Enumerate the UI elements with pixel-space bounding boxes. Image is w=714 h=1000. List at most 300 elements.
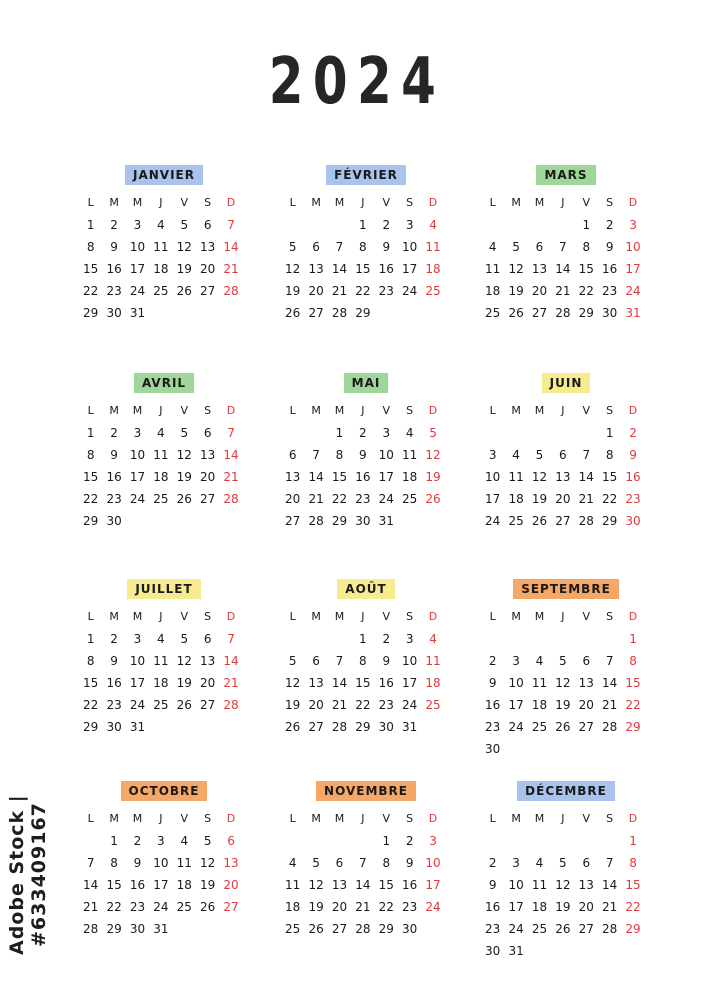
day-number: 9 [110,448,118,462]
week-row [281,628,451,650]
day-number: 15 [602,470,618,484]
day-number: 12 [285,676,301,690]
weekday-label: L [289,610,296,623]
month-block [79,164,249,324]
day-number: 7 [335,654,344,668]
day-number: 26 [200,900,216,914]
day-number: 13 [331,878,348,892]
weekday-label: L [289,812,296,825]
day-number: 13 [555,470,571,484]
weekday-label: D [226,812,236,825]
day-number: 30 [602,306,618,320]
weekday-row [281,606,451,628]
day-number: 17 [129,676,146,690]
day-number: 20 [200,470,216,484]
day-number: 24 [402,698,418,712]
day-number: 12 [176,448,192,462]
month-block [481,780,651,962]
day-number: 3 [512,654,520,668]
day-number: 23 [378,698,394,712]
month-name: NOVEMBRE [316,781,416,801]
day-number: 19 [285,284,301,298]
day-number: 11 [425,654,441,668]
day-number: 14 [602,878,618,892]
weekday-label: D [226,196,236,209]
day-number: 19 [531,492,548,506]
day-number: 25 [402,492,418,506]
week-row [481,214,651,236]
day-number: 12 [176,240,192,254]
day-number: 4 [512,448,520,462]
day-number: 22 [378,900,394,914]
day-number: 13 [531,262,548,276]
day-number: 3 [405,632,414,646]
day-number: 13 [200,654,216,668]
day-number: 3 [512,856,520,870]
month-header [481,780,651,800]
weekday-label: J [159,812,163,825]
day-number: 25 [425,284,441,298]
week-row [481,694,651,716]
weekday-label: M [511,812,521,825]
day-number: 20 [555,492,571,506]
day-number: 15 [355,676,371,690]
day-number: 16 [485,900,501,914]
day-number: 1 [359,218,367,232]
day-number: 11 [508,470,524,484]
day-number: 30 [106,720,122,734]
weekday-label: V [382,610,391,623]
day-number: 22 [355,284,371,298]
day-number: 20 [308,698,324,712]
day-number: 11 [153,654,169,668]
day-number: 15 [83,262,99,276]
day-number: 1 [110,834,118,848]
day-number: 8 [382,856,391,870]
day-number: 4 [535,654,544,668]
day-number: 31 [153,922,169,936]
week-row [79,672,249,694]
day-number: 12 [555,676,571,690]
week-row [481,918,651,940]
day-number: 27 [578,720,594,734]
week-row [79,896,249,918]
week-row [481,716,651,738]
day-number: 25 [485,306,501,320]
day-number: 4 [405,426,414,440]
week-row [79,650,249,672]
day-number: 29 [331,514,348,528]
day-number: 26 [555,720,571,734]
day-number: 8 [629,654,637,668]
day-number: 28 [308,514,324,528]
day-number: 7 [312,448,320,462]
weekday-label: L [489,196,496,209]
day-number: 6 [312,240,320,254]
week-row [281,302,451,324]
day-number: 30 [129,922,146,936]
day-number: 31 [508,944,524,958]
day-number: 2 [488,856,497,870]
weekday-label: D [628,196,638,209]
day-number: 25 [508,514,524,528]
day-number: 26 [531,514,548,528]
day-number: 19 [555,698,571,712]
day-number: 25 [425,698,441,712]
weekday-row [79,808,249,830]
day-number: 10 [402,240,418,254]
day-number: 12 [308,878,324,892]
weekday-label: M [109,404,119,417]
month-header [281,578,451,598]
day-number: 5 [288,654,297,668]
weekday-row [481,400,651,422]
day-number: 1 [605,426,614,440]
day-number: 1 [582,218,591,232]
weekday-label: V [382,812,391,825]
weekday-row [79,400,249,422]
weekday-label: M [311,404,321,417]
day-number: 9 [629,448,637,462]
week-row [281,488,451,510]
day-number: 5 [288,240,297,254]
day-number: 2 [382,632,391,646]
day-number: 20 [531,284,548,298]
week-row [481,280,651,302]
day-number: 17 [129,262,146,276]
weekday-label: D [428,610,438,623]
day-number: 2 [110,218,118,232]
day-number: 8 [359,240,367,254]
day-number: 5 [559,856,567,870]
weekday-label: M [311,812,321,825]
day-number: 7 [335,240,344,254]
day-number: 24 [378,492,394,506]
day-number: 23 [485,922,501,936]
day-number: 29 [83,514,99,528]
week-row [79,422,249,444]
week-row [481,650,651,672]
day-number: 15 [83,470,99,484]
weekday-row [481,808,651,830]
month-block [281,372,451,532]
day-number: 24 [402,284,418,298]
month-block [79,780,249,940]
day-number: 26 [176,698,192,712]
day-number: 8 [335,448,344,462]
weekday-label: V [382,404,391,417]
day-number: 4 [157,426,165,440]
day-number: 23 [106,284,122,298]
day-number: 9 [605,240,614,254]
day-number: 13 [200,240,216,254]
day-number: 18 [425,262,441,276]
day-number: 19 [200,878,216,892]
weekday-label: M [511,610,521,623]
day-number: 9 [488,878,497,892]
week-row [281,874,451,896]
day-number: 10 [425,856,441,870]
weekday-label: M [109,610,119,623]
day-number: 24 [129,492,146,506]
day-number: 9 [359,448,367,462]
week-row [79,258,249,280]
day-number: 26 [176,492,192,506]
day-number: 24 [625,284,641,298]
weekday-label: M [534,610,545,623]
day-number: 28 [602,922,618,936]
day-number: 28 [355,922,371,936]
day-number: 11 [425,240,441,254]
weekday-label: M [334,610,345,623]
week-row [79,830,249,852]
day-number: 29 [83,720,99,734]
day-number: 11 [285,878,301,892]
weekday-row [281,192,451,214]
day-number: 20 [578,698,594,712]
week-row [481,940,651,962]
week-row [79,214,249,236]
day-number: 6 [203,632,212,646]
day-number: 29 [355,720,371,734]
month-name: MAI [344,373,389,393]
day-number: 4 [488,240,497,254]
day-number: 23 [602,284,618,298]
day-number: 18 [402,470,418,484]
weekday-label: V [180,196,189,209]
day-number: 10 [129,448,146,462]
weekday-row [281,400,451,422]
day-number: 13 [578,676,594,690]
weekday-label: J [361,812,365,825]
day-number: 7 [227,426,235,440]
week-row [79,302,249,324]
weekday-label: D [628,404,638,417]
day-number: 16 [106,676,122,690]
day-number: 10 [485,470,501,484]
weekday-label: M [132,610,143,623]
weekday-label: J [361,404,365,417]
day-number: 2 [629,426,637,440]
day-number: 3 [133,426,142,440]
weekday-label: M [109,196,119,209]
week-row [481,236,651,258]
month-block [281,578,451,738]
day-number: 14 [355,878,371,892]
day-number: 23 [402,900,418,914]
weekday-label: M [534,404,545,417]
day-number: 21 [223,470,239,484]
day-number: 23 [378,284,394,298]
day-number: 28 [331,720,348,734]
day-number: 26 [176,284,192,298]
day-number: 23 [625,492,641,506]
weekday-label: J [361,610,365,623]
day-number: 7 [559,240,567,254]
day-number: 17 [378,470,394,484]
weekday-label: D [226,610,236,623]
week-row [481,302,651,324]
day-number: 31 [129,306,146,320]
day-number: 16 [106,262,122,276]
day-number: 17 [508,698,524,712]
day-number: 22 [625,900,641,914]
day-number: 5 [312,856,320,870]
day-number: 6 [582,654,591,668]
week-row [281,258,451,280]
day-number: 26 [425,492,441,506]
day-number: 8 [359,654,367,668]
day-number: 24 [153,900,169,914]
weekday-label: J [561,196,565,209]
day-number: 15 [331,470,348,484]
day-number: 1 [86,218,95,232]
weekday-label: J [159,404,163,417]
day-number: 19 [285,698,301,712]
month-header [481,372,651,392]
day-number: 13 [308,262,324,276]
day-number: 29 [83,306,99,320]
day-number: 29 [378,922,394,936]
day-number: 26 [285,720,301,734]
week-row [481,444,651,466]
day-number: 3 [133,218,142,232]
day-number: 5 [535,448,544,462]
day-number: 8 [86,448,95,462]
day-number: 31 [402,720,418,734]
day-number: 12 [200,856,216,870]
day-number: 27 [308,720,324,734]
day-number: 29 [625,720,641,734]
day-number: 7 [359,856,367,870]
day-number: 6 [582,856,591,870]
day-number: 27 [331,922,348,936]
week-row [281,466,451,488]
day-number: 27 [531,306,548,320]
day-number: 13 [223,856,239,870]
weekday-label: L [489,812,496,825]
day-number: 2 [359,426,367,440]
weekday-label: J [159,196,163,209]
day-number: 13 [200,448,216,462]
day-number: 27 [223,900,239,914]
week-row [481,510,651,532]
day-number: 18 [508,492,524,506]
week-row [481,738,651,760]
day-number: 16 [106,470,122,484]
day-number: 24 [485,514,501,528]
day-number: 21 [355,900,371,914]
day-number: 13 [578,878,594,892]
day-number: 22 [83,284,99,298]
day-number: 25 [285,922,301,936]
day-number: 13 [308,676,324,690]
day-number: 11 [402,448,418,462]
day-number: 6 [203,218,212,232]
day-number: 17 [153,878,169,892]
day-number: 18 [531,698,548,712]
day-number: 3 [157,834,165,848]
month-block [481,578,651,760]
month-header [79,578,249,598]
week-row [481,628,651,650]
day-number: 5 [429,426,437,440]
day-number: 19 [176,262,192,276]
weekday-label: D [628,812,638,825]
day-number: 25 [531,922,548,936]
day-number: 7 [86,856,95,870]
day-number: 22 [331,492,348,506]
day-number: 20 [578,900,594,914]
month-header [281,780,451,800]
day-number: 27 [555,514,571,528]
day-number: 30 [355,514,371,528]
day-number: 15 [83,676,99,690]
weekday-label: D [628,610,638,623]
day-number: 1 [629,834,637,848]
day-number: 14 [223,240,239,254]
day-number: 22 [625,698,641,712]
day-number: 9 [382,240,391,254]
day-number: 9 [488,676,497,690]
day-number: 15 [378,878,394,892]
day-number: 24 [129,698,146,712]
day-number: 16 [129,878,146,892]
day-number: 8 [605,448,614,462]
day-number: 20 [331,900,348,914]
weekday-label: J [159,610,163,623]
day-number: 26 [285,306,301,320]
weekday-label: D [428,812,438,825]
week-row [481,258,651,280]
day-number: 20 [223,878,239,892]
stock-watermark: Adobe Stock | #633409167 [6,794,50,956]
day-number: 18 [153,676,169,690]
day-number: 21 [602,900,618,914]
day-number: 18 [153,262,169,276]
day-number: 23 [485,720,501,734]
day-number: 15 [578,262,594,276]
day-number: 6 [203,426,212,440]
day-number: 19 [555,900,571,914]
day-number: 4 [288,856,297,870]
week-row [481,830,651,852]
day-number: 22 [106,900,122,914]
weekday-label: V [582,196,591,209]
day-number: 17 [625,262,641,276]
day-number: 19 [508,284,524,298]
week-row [79,444,249,466]
week-row [79,852,249,874]
day-number: 6 [535,240,544,254]
day-number: 18 [285,900,301,914]
weekday-label: M [132,404,143,417]
day-number: 19 [176,676,192,690]
day-number: 17 [402,676,418,690]
day-number: 11 [153,240,169,254]
day-number: 21 [223,676,239,690]
day-number: 12 [285,262,301,276]
weekday-label: M [334,404,345,417]
week-row [79,874,249,896]
month-header [281,372,451,392]
day-number: 22 [578,284,594,298]
day-number: 6 [288,448,297,462]
week-row [281,650,451,672]
day-number: 3 [629,218,637,232]
day-number: 29 [106,922,122,936]
day-number: 28 [223,492,239,506]
